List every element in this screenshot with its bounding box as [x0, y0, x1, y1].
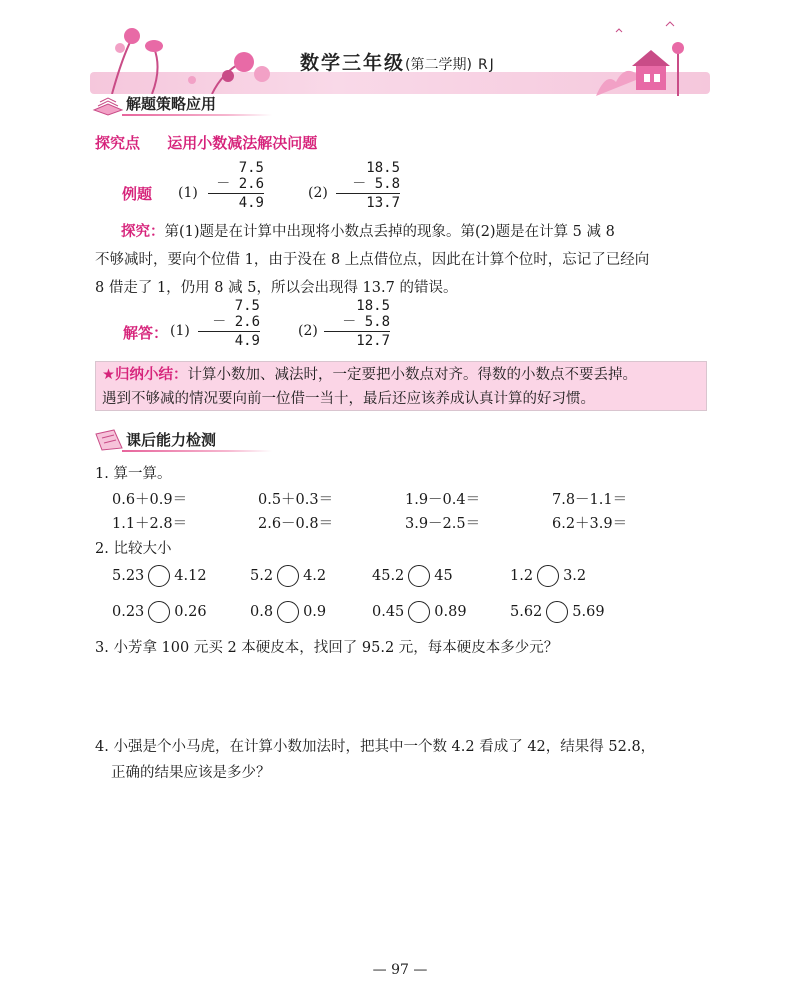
example-2-minus: － 5.8 — [352, 176, 400, 192]
calc-item: 1.9－0.4＝ — [405, 492, 481, 508]
calc-item: 7.8－1.1＝ — [552, 492, 628, 508]
answer-1-vertical — [198, 298, 260, 349]
example-label: 例题 — [122, 185, 153, 203]
answer-2-vertical — [324, 298, 390, 349]
compare-answer-circle[interactable] — [408, 601, 430, 623]
summary-line-2: 遇到不够减的情况要向前一位借一当十，最后还应该养成认真计算的好习惯。 — [102, 391, 595, 407]
explore-label: 探究： — [121, 224, 165, 240]
section-heading-strategy — [92, 92, 366, 116]
example-2-vertical — [336, 160, 400, 211]
compare-answer-circle[interactable] — [148, 601, 170, 623]
book-title: 数学三年级 — [300, 52, 406, 74]
answer-2-minus: － 5.8 — [342, 314, 390, 330]
answer-label: 解答： — [123, 324, 169, 342]
compare-item: 5.62 5.69 — [510, 601, 605, 623]
calc-item: 3.9－2.5＝ — [405, 516, 481, 532]
notebook-icon — [92, 428, 126, 452]
book-edition: RJ — [477, 57, 496, 73]
summary-line-1: 计算小数加、减法时，一定要把小数点对齐。得数的小数点不要丢掉。 — [187, 367, 637, 383]
question-4-line-1: 4. 小强是个小马虎，在计算小数加法时，把其中一个数 4.2 看成了 42，结果得 52.8， — [95, 739, 656, 755]
answer-1-number: (1) — [170, 323, 190, 339]
summary-box — [95, 361, 707, 411]
calc-item: 1.1＋2.8＝ — [112, 516, 188, 532]
calc-item: 2.6－0.8＝ — [258, 516, 334, 532]
compare-item: 45.2 45 — [372, 565, 453, 587]
compare-item: 0.45 0.89 — [372, 601, 467, 623]
example-2-result: 13.7 — [366, 195, 400, 211]
example-1-number: (1) — [178, 185, 198, 201]
topic-line — [95, 132, 317, 153]
question-4 — [95, 734, 655, 786]
flower-decoration-icon — [92, 18, 292, 94]
section-title-practice: 课后能力检测 — [126, 431, 217, 449]
compare-item: 5.23 4.12 — [112, 565, 207, 587]
calc-item: 0.6＋0.9＝ — [112, 492, 188, 508]
example-1-minus: － 2.6 — [216, 176, 264, 192]
example-1-top: 7.5 — [238, 160, 264, 176]
compare-answer-circle[interactable] — [408, 565, 430, 587]
compare-item: 0.8 0.9 — [250, 601, 326, 623]
explore-line-3: 8 借走了 1，仍用 8 减 5，所以会出现得 13.7 的错误。 — [95, 280, 458, 296]
summary-label: ★归纳小结： — [102, 367, 188, 383]
answer-1-minus: － 2.6 — [212, 314, 260, 330]
explore-line-1: 第(1)题是在计算中出现将小数点丢掉的现象。第(2)题是在计算 5 减 8 — [164, 224, 615, 240]
topic-text: 运用小数减法解决问题 — [167, 134, 318, 152]
answer-2-top: 18.5 — [356, 298, 390, 314]
example-1-vertical — [208, 160, 264, 211]
compare-answer-circle[interactable] — [277, 601, 299, 623]
page-number: — 97 — — [372, 962, 428, 978]
compare-item: 5.2 4.2 — [250, 565, 326, 587]
answer-1-top: 7.5 — [234, 298, 260, 314]
question-1-title: 1. 算一算。 — [95, 466, 172, 482]
question-2-title: 2. 比较大小 — [95, 541, 172, 557]
header-title — [300, 48, 496, 75]
book-term: (第二学期) — [405, 57, 472, 73]
question-4-line-2: 正确的结果应该是多少？ — [111, 765, 271, 781]
compare-answer-circle[interactable] — [546, 601, 568, 623]
compare-answer-circle[interactable] — [277, 565, 299, 587]
example-2-top: 18.5 — [366, 160, 400, 176]
answer-2-result: 12.7 — [356, 333, 390, 349]
answer-2-number: (2) — [298, 323, 318, 339]
compare-item: 1.2 3.2 — [510, 565, 586, 587]
calc-item: 0.5＋0.3＝ — [258, 492, 334, 508]
topic-label: 探究点 — [95, 134, 141, 152]
compare-answer-circle[interactable] — [537, 565, 559, 587]
answer-1-result: 4.9 — [234, 333, 260, 349]
explore-paragraph — [95, 218, 715, 302]
example-1-result: 4.9 — [238, 195, 264, 211]
house-decoration-icon — [586, 12, 696, 96]
calc-item: 6.2＋3.9＝ — [552, 516, 628, 532]
compare-item: 0.23 0.26 — [112, 601, 207, 623]
compare-answer-circle[interactable] — [148, 565, 170, 587]
section-title: 解题策略应用 — [126, 95, 217, 113]
section-heading-practice — [92, 428, 366, 452]
explore-line-2: 不够减时，要向个位借 1，由于没在 8 上点借位点，因此在计算个位时，忘记了已经向 — [95, 252, 650, 268]
question-3: 3. 小芳拿 100 元买 2 本硬皮本，找回了 95.2 元，每本硬皮本多少元？ — [95, 640, 559, 656]
example-2-number: (2) — [308, 185, 328, 201]
open-book-icon — [92, 92, 126, 116]
